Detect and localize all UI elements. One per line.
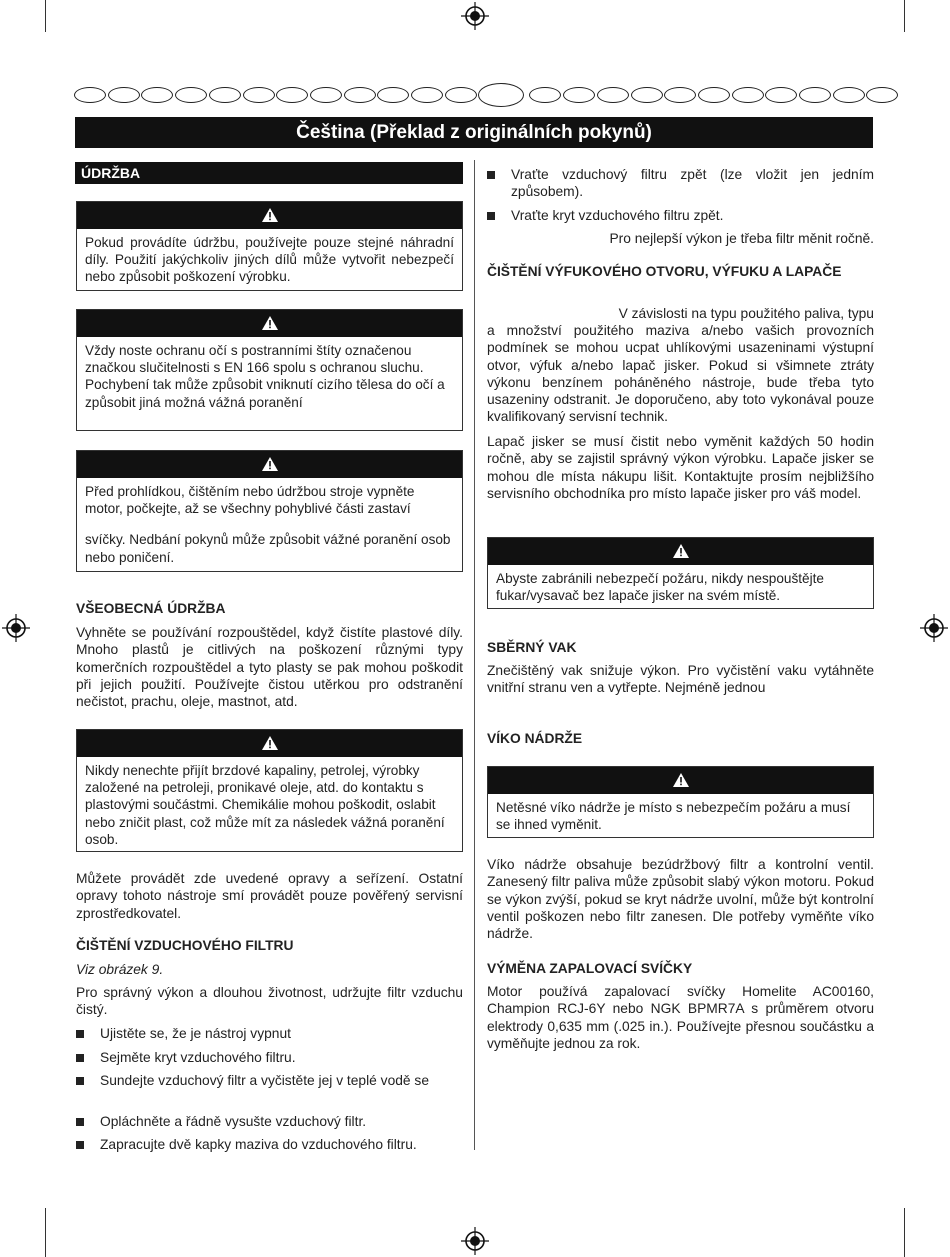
language-oval	[631, 87, 663, 103]
warning-box	[76, 450, 463, 572]
language-oval	[243, 87, 275, 103]
list-item-text: Ujistěte se, že je nástroj vypnut	[100, 1026, 291, 1041]
language-oval	[108, 87, 140, 103]
list-item-text: Zapracujte dvě kapky maziva do vzduchového filtru.	[100, 1137, 417, 1152]
bullet-icon	[76, 1141, 84, 1149]
page-title: Čeština (Překlad z originálních pokynů)	[75, 117, 873, 148]
warning-text: Nikdy nenechte přijít brzdové kapaliny, petrolej, výrobky založené na petroleji, pronikavé oleje, atd. do kontaktu s plastovými součástmi. Chemikálie mohou poškodit, oslabit nebo zničit plast, což může mít za následek vážná poranění osob.	[85, 763, 445, 847]
section-heading-maintenance: ÚDRŽBA	[75, 162, 463, 184]
warning-header	[77, 310, 462, 337]
general-maintenance-text: Vyhněte se používání rozpouštědel, když čistíte plastové díly. Mnoho plastů je citlivých na poškození různými typy komerčních rozpouštědel a tyto plasty se pak mohou poškodit při jejich použití. Používejte čistou utěrkou pro odstranění nečistot, prachu, oleje, mastnot, atd.	[76, 625, 463, 710]
registration-mark-icon	[920, 614, 948, 642]
language-oval	[529, 87, 561, 103]
registration-mark-icon	[461, 2, 489, 30]
list-item	[76, 1025, 466, 1043]
language-oval	[344, 87, 376, 103]
language-oval	[209, 87, 241, 103]
bullet-icon	[76, 1118, 84, 1126]
warning-triangle-icon	[262, 457, 278, 471]
warning-header	[77, 730, 462, 757]
exhaust-text: a množství použitého maziva a/nebo vašich provozních podmínek se mohou ucpat uhlíkovými usazeninami výstupní otvor, výfuk a/nebo lapač jisker. Pokud si všimnete ztráty výkonu benzínem poháněného nástroje, bude třeba tyto usazeniny odstranit. Je doporučeno, aby toto vykonával pouze kvalifikovaný servisní technik.	[487, 323, 874, 425]
warning-triangle-icon	[262, 316, 278, 330]
warning-triangle-icon	[673, 544, 689, 558]
registration-mark-icon	[461, 1227, 489, 1255]
language-oval	[866, 87, 898, 103]
language-oval	[765, 87, 797, 103]
language-oval	[276, 87, 308, 103]
list-item	[76, 1136, 466, 1154]
bullet-icon	[76, 1077, 84, 1085]
language-oval	[698, 87, 730, 103]
list-item	[487, 166, 874, 202]
bullet-icon	[76, 1030, 84, 1038]
column-divider	[474, 160, 475, 1150]
list-item-text: Vraťte vzduchový filtru zpět (lze vložit jen jedním způsobem).	[511, 167, 874, 200]
section-heading-fuel-cap: VÍKO NÁDRŽE	[487, 731, 583, 746]
language-oval	[141, 87, 173, 103]
crop-mark	[45, 0, 46, 32]
section-heading-air-filter: ČIŠTĚNÍ VZDUCHOVÉHO FILTRU	[76, 938, 294, 953]
repairs-text: Můžete provádět zde uvedené opravy a seřízení. Ostatní opravy tohoto nástroje smí provádět pouze pověřený servisní zprostředkovatel.	[76, 871, 463, 921]
warning-box	[487, 766, 874, 838]
language-oval	[310, 87, 342, 103]
air-filter-text: Pro správný výkon a dlouhou životnost, udržujte filtr vzduchu čistý.	[76, 985, 463, 1018]
list-item	[76, 1049, 466, 1067]
language-oval	[563, 87, 595, 103]
language-oval	[74, 87, 106, 103]
language-oval-current	[478, 83, 524, 107]
list-item-text: Vraťte kryt vzduchového filtru zpět.	[511, 208, 724, 223]
bullet-icon	[487, 171, 495, 179]
warning-header	[488, 538, 873, 565]
warning-text: Abyste zabránili nebezpečí požáru, nikdy nespouštějte fukar/vysavač bez lapače jisker na svém místě.	[496, 571, 824, 604]
spark-arrestor-text: Lapač jisker se musí čistit nebo vyměnit každých 50 hodin ročně, aby se zajistil správný výkon výrobku. Lapače jisker se mohou dle místa nákupu lišit. Kontaktujte prosím nejbližšího servisního obchodníka pro místo lapače jisker pro váš model.	[487, 434, 874, 501]
list-item-text: Sundejte vzduchový filtr a vyčistěte jej v teplé vodě se	[100, 1073, 429, 1088]
warning-box	[487, 537, 874, 609]
language-selector	[74, 83, 874, 107]
warning-text: Pokud provádíte údržbu, používejte pouze stejné náhradní díly. Použití jakýchkoliv jiných dílů může vytvořit nebezpečí nebo způsobit poškození výrobku.	[85, 235, 454, 285]
section-heading-spark-plug: VÝMĚNA ZAPALOVACÍ SVÍČKY	[487, 961, 693, 976]
bag-text: Znečištěný vak snižuje výkon. Pro vyčistění vaku vytáhněte vnitřní stranu ven a vytřepte. Nejméně jednou	[487, 663, 874, 696]
warning-text-part: svíčky. Nedbání pokynů může způsobit vážné poranění osob nebo poničení.	[85, 532, 451, 565]
bullet-icon	[487, 212, 495, 220]
language-oval	[377, 87, 409, 103]
warning-header	[77, 202, 462, 229]
crop-mark	[45, 1208, 46, 1257]
section-heading-exhaust: ČIŠTĚNÍ VÝFUKOVÉHO OTVORU, VÝFUKU A LAPAČE	[487, 264, 842, 279]
list-item-text: Sejměte kryt vzduchového filtru.	[100, 1050, 296, 1065]
crop-mark	[904, 1208, 905, 1257]
bullet-icon	[76, 1054, 84, 1062]
list-item-text: Opláchněte a řádně vysušte vzduchový filtr.	[100, 1114, 367, 1129]
warning-header	[77, 451, 462, 478]
language-oval	[799, 87, 831, 103]
filter-note: Pro nejlepší výkon je třeba filtr měnit ročně.	[609, 231, 874, 246]
registration-mark-icon	[2, 614, 30, 642]
list-item	[487, 207, 874, 225]
warning-triangle-icon	[262, 208, 278, 222]
language-oval	[445, 87, 477, 103]
language-oval	[597, 87, 629, 103]
list-item	[76, 1113, 466, 1131]
crop-mark	[904, 0, 905, 32]
language-oval	[833, 87, 865, 103]
section-heading-general: VŠEOBECNÁ ÚDRŽBA	[76, 601, 226, 616]
figure-reference: Viz obrázek 9.	[76, 962, 164, 977]
spark-plug-text: Motor používá zapalovací svíčky Homelite AC00160, Champion RCJ-6Y nebo NGK BPMR7A s průměrem otvoru elektrody 0,635 mm (.025 in.). Používejte přesnou součástku a vyměňujte jednou za rok.	[487, 984, 874, 1051]
warning-box	[76, 201, 463, 291]
language-oval	[732, 87, 764, 103]
exhaust-text-first-line: V závislosti na typu použitého paliva, typu	[618, 306, 874, 321]
warning-text-part: Před prohlídkou, čištěním nebo údržbou stroje vypněte motor, počkejte, až se všechny pohyblivé části zastaví	[85, 484, 415, 517]
fuel-cap-text: Víko nádrže obsahuje bezúdržbový filtr a kontrolní ventil. Zanesený filtr paliva může způsobit slabý výkon motoru. Pokud se výkon zvýší, pokud se kryt nádrže uvolní, může být kontrolní ventil poškozen nebo filtr zanesen. Dle potřeby vyměňte víko nádrže.	[487, 857, 874, 942]
language-oval	[175, 87, 207, 103]
warning-box	[76, 729, 463, 852]
warning-text: Netěsné víko nádrže je místo s nebezpečím požáru a musí se ihned vyměnit.	[496, 800, 851, 833]
warning-text: Vždy noste ochranu očí s postranními štíty označenou značkou slučitelnosti s EN 166 spolu s ochranou sluchu. Pochybení tak může způsobit vniknutí cizího tělesa do očí a způsobit jiná možná vážná poranění	[85, 343, 445, 410]
language-oval	[411, 87, 443, 103]
warning-header	[488, 767, 873, 794]
warning-triangle-icon	[262, 736, 278, 750]
warning-box	[76, 309, 463, 431]
language-oval	[664, 87, 696, 103]
section-heading-bag: SBĚRNÝ VAK	[487, 640, 577, 655]
list-item	[76, 1072, 466, 1090]
warning-triangle-icon	[673, 773, 689, 787]
warning-text	[77, 478, 462, 566]
